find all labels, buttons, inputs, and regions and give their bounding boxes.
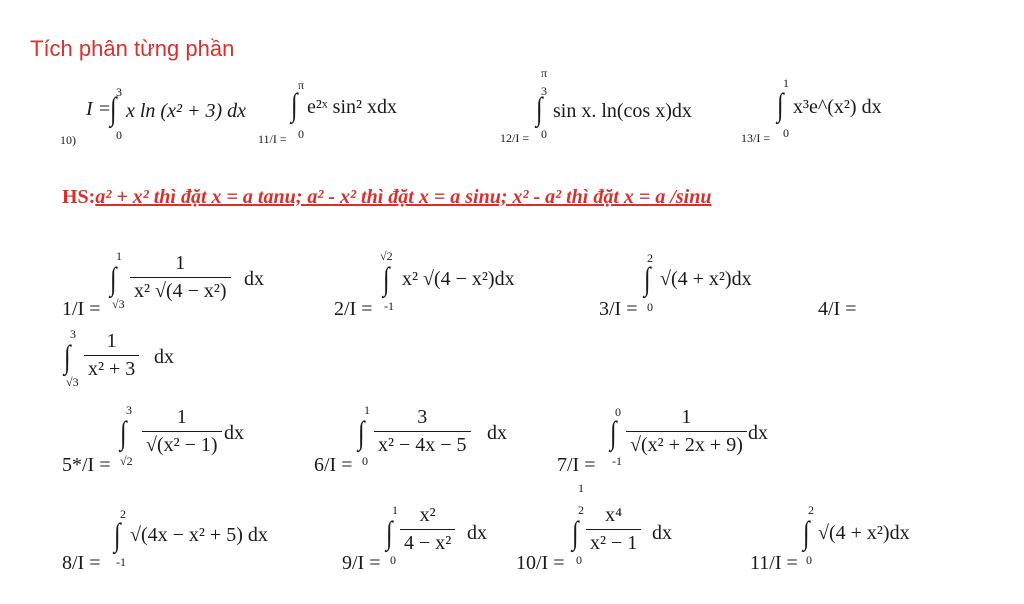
problem-9-fraction (400, 504, 455, 555)
problem-2-label: 2/I = (334, 298, 373, 320)
problem-3-label: 3/I = (599, 298, 638, 320)
integral-sign: ∫ (358, 416, 365, 452)
problem-1-dx: dx (244, 268, 264, 290)
integral-sign: ∫ (120, 416, 127, 452)
integral-sign: ∫ (383, 262, 390, 298)
problem-1-denominator: x² √(4 − x²) (130, 277, 231, 303)
problem-10-lower: 0 (576, 553, 582, 567)
integral-sign: ∫ (803, 516, 810, 552)
integral-sign: ∫ (291, 88, 298, 124)
problem-2-upper: √2 (380, 249, 393, 263)
problem-9-denominator: 4 − x² (400, 529, 455, 555)
problem-1-label: 1/I = (62, 298, 101, 320)
integral-sign: ∫ (110, 262, 117, 298)
hint-text: a² + x² thì đặt x = a tanu; a² - x² thì đặt x = a sinu; x² - a² thì đặt x = a /sinu (95, 186, 712, 208)
problem-4-denominator: x² + 3 (84, 355, 139, 381)
problem-6-lower: 0 (362, 454, 368, 468)
problem-12-integrand: sin x. ln(cos x)dx (553, 100, 692, 122)
integral-sign: ∫ (110, 92, 117, 128)
problem-10-lhs: I = (86, 98, 112, 120)
problem-6-denominator: x² − 4x − 5 (374, 431, 471, 457)
integral-sign: ∫ (114, 518, 121, 554)
problem-2-integrand: x² √(4 − x²)dx (402, 268, 515, 290)
problem-9-dx: dx (467, 522, 487, 544)
problem-10-upper-den: 2 (578, 503, 584, 517)
problem-13-integrand: x³e^(x²) dx (793, 96, 882, 118)
hint-lead: HS: (62, 186, 96, 208)
integral-sign: ∫ (386, 516, 393, 552)
problem-11-integrand: √(4 + x²)dx (818, 522, 910, 544)
integral-sign: ∫ (64, 340, 71, 376)
problem-10-label: 10/I = (516, 552, 565, 574)
problem-9-upper: 1 (392, 503, 398, 517)
problem-11-upper: 2 (808, 503, 814, 517)
problem-7-denominator: √(x² + 2x + 9) (626, 431, 747, 457)
problem-4-fraction (84, 330, 139, 381)
problem-5-upper: 3 (126, 403, 132, 417)
integral-sign: ∫ (644, 262, 651, 298)
problem-6-numerator: 3 (417, 406, 428, 428)
problem-10-dx: dx (652, 522, 672, 544)
problem-13-label: 13/I = (741, 131, 771, 145)
problem-8-upper: 2 (120, 507, 126, 521)
problem-8-integrand: √(4x − x² + 5) dx (130, 524, 268, 546)
problem-7-dx: dx (748, 422, 768, 444)
problem-6-label: 6/I = (314, 454, 353, 476)
problem-6-upper: 1 (364, 403, 370, 417)
problem-4-numerator: 1 (106, 330, 117, 352)
problem-4-upper: 3 (70, 327, 76, 341)
problem-3-integrand: √(4 + x²)dx (660, 268, 752, 290)
substitution-hint (62, 186, 711, 209)
problem-5-label: 5*/I = (62, 454, 111, 476)
problem-9-numerator: x² (419, 504, 436, 526)
problem-1-lower: √3 (112, 297, 125, 311)
problem-12-upper-num: π (541, 66, 548, 80)
page-title: Tích phân từng phần (30, 36, 235, 61)
problem-5-fraction (142, 406, 222, 457)
problem-4-label: 4/I = (818, 298, 857, 320)
problem-12-upper-den: 3 (541, 84, 547, 98)
problem-1-numerator: 1 (175, 252, 186, 274)
problem-8-lower: -1 (116, 555, 126, 569)
problem-4-lower: √3 (66, 375, 79, 389)
problem-10-upper: 3 (116, 85, 122, 99)
problem-6-dx: dx (487, 422, 507, 444)
problem-13-lower: 0 (783, 126, 789, 140)
integral-sign: ∫ (777, 88, 784, 124)
problem-9-lower: 0 (390, 553, 396, 567)
problem-12-lower: 0 (541, 127, 547, 141)
problem-10-fraction (586, 504, 641, 555)
problem-11-lower: 0 (806, 553, 812, 567)
integral-sign: ∫ (536, 92, 543, 128)
problem-3-upper: 2 (647, 251, 653, 265)
problem-6-fraction (374, 406, 471, 457)
problem-1-fraction (130, 252, 231, 303)
problem-11-label: 11/I = (258, 132, 287, 146)
problem-11-upper: π (298, 78, 305, 92)
integral-sign: ∫ (610, 416, 617, 452)
problem-10-numerator: x⁴ (605, 504, 623, 526)
problem-2-lower: -1 (384, 299, 394, 313)
problem-7-numerator: 1 (681, 406, 692, 428)
problem-13-upper: 1 (783, 76, 789, 90)
problem-7-fraction (626, 406, 747, 457)
problem-8-label: 8/I = (62, 552, 101, 574)
problem-11-lower: 0 (298, 127, 304, 141)
problem-3-lower: 0 (647, 300, 653, 314)
problem-7-lower: -1 (612, 454, 622, 468)
problem-7-upper: 0 (615, 405, 621, 419)
problem-11-label: 11/I = (750, 552, 798, 574)
problem-10-label: 10) (60, 133, 76, 147)
problem-5-dx: dx (224, 422, 244, 444)
problem-10-upper-num: 1 (578, 481, 584, 495)
problem-7-label: 7/I = (557, 454, 596, 476)
problem-10-integrand: x ln (x² + 3) dx (126, 100, 246, 122)
problem-5-numerator: 1 (176, 406, 187, 428)
problem-5-lower: √2 (120, 454, 133, 468)
problem-12-label: 12/I = (500, 131, 530, 145)
problem-10-denominator: x² − 1 (586, 529, 641, 555)
problem-4-dx: dx (154, 346, 174, 368)
problem-5-denominator: √(x² − 1) (142, 431, 222, 457)
problem-10-lower: 0 (116, 128, 122, 142)
problem-9-label: 9/I = (342, 552, 381, 574)
problem-1-upper: 1 (116, 249, 122, 263)
integral-sign: ∫ (572, 516, 579, 552)
problem-11-integrand: e²ˣ sin² xdx (307, 96, 397, 118)
